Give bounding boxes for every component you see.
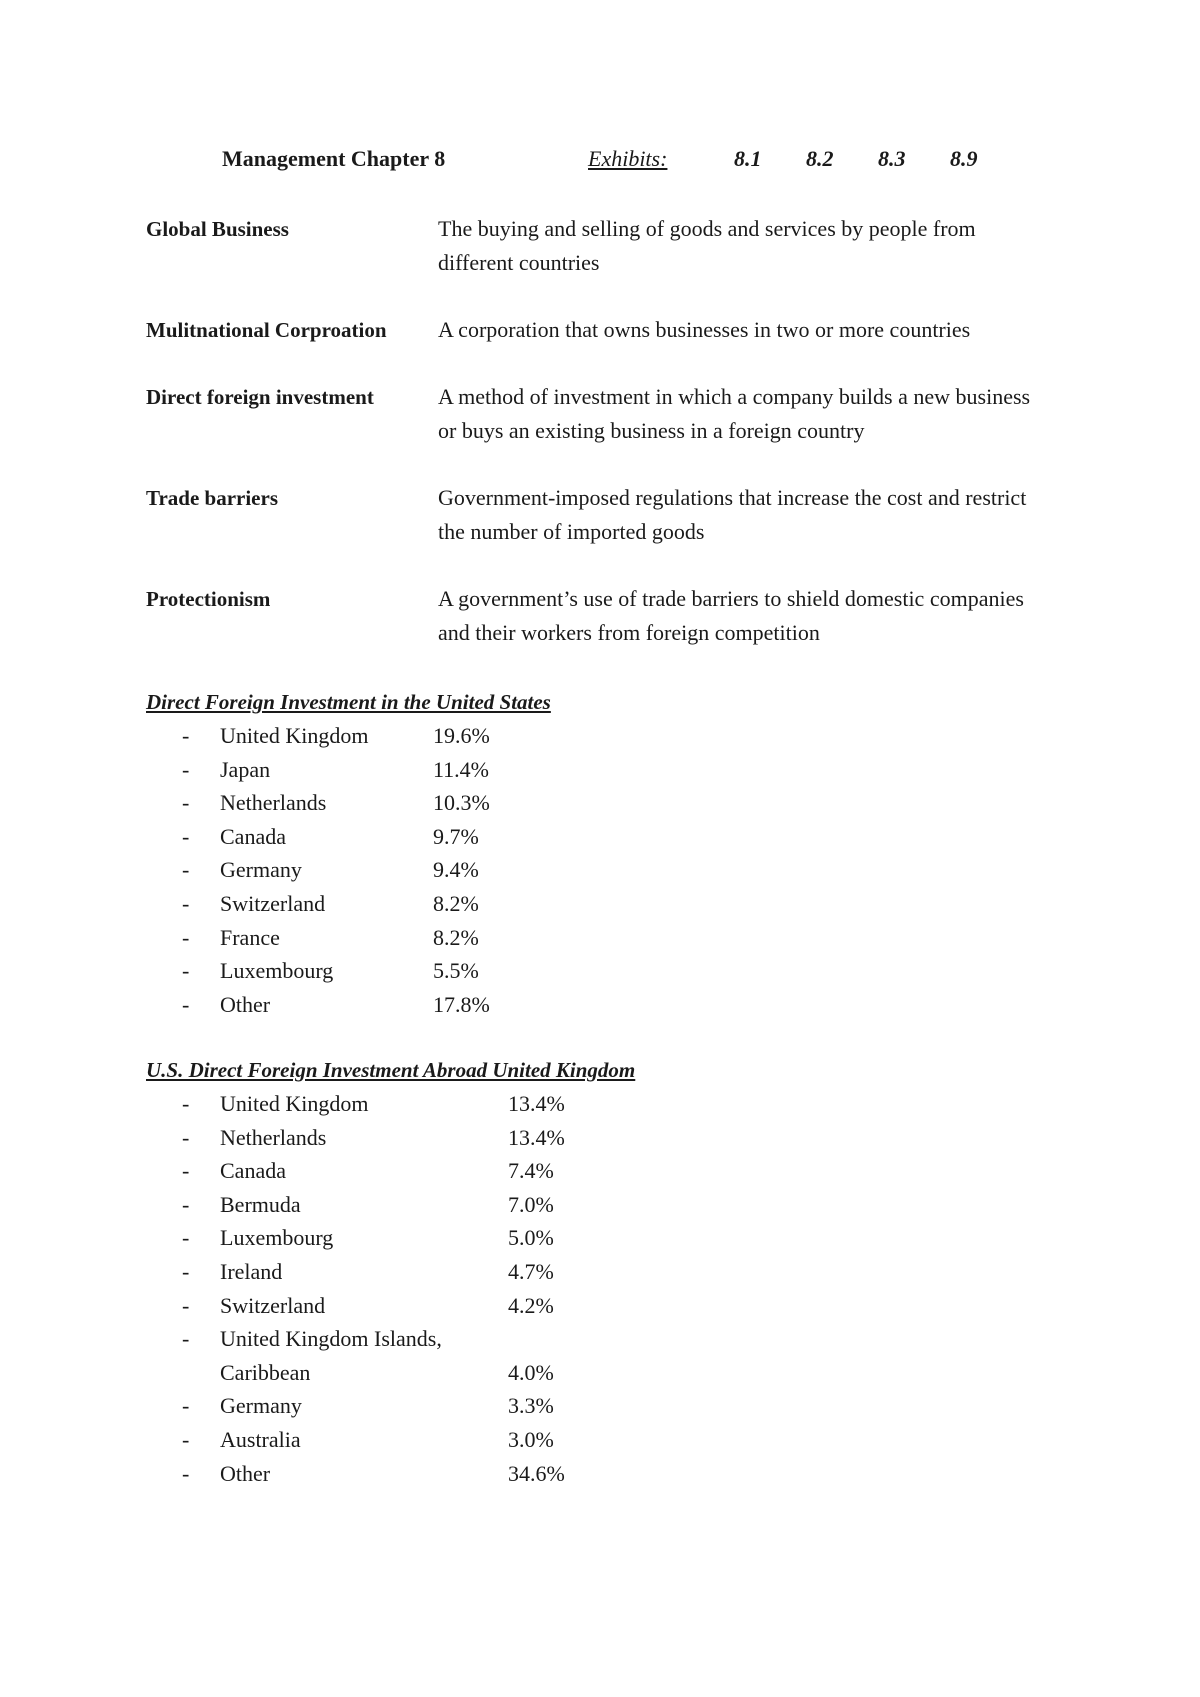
list-item [146,1087,846,1121]
list-item [146,719,846,753]
country-name: Netherlands [220,790,327,816]
list-item [146,887,846,921]
percent-value: 13.4% [508,1091,565,1116]
list-item [146,820,846,854]
percent-value: 8.2% [433,924,479,950]
list-item [146,1255,846,1289]
list-item [146,954,846,988]
list-marker: - [182,1225,190,1251]
country-name: United Kingdom Islands, [220,1326,442,1352]
country-name: Canada [220,823,286,849]
list-marker: - [182,1158,190,1184]
exhibit-number: 8.1 [734,146,762,171]
country-name: Luxembourg [220,958,334,984]
definition-text: A government’s use of trade barriers to shield domestic companies and their workers from foreign competition [438,586,1024,645]
percent-value: 4.2% [508,1292,554,1318]
country-name: Australia [220,1426,301,1452]
list-item [146,1188,846,1222]
percent-value: 9.7% [433,823,479,849]
percent-value: 13.4% [508,1124,565,1150]
list-item [146,1423,846,1457]
definition-term: Trade barriers [146,486,278,510]
list-marker: - [182,1091,190,1116]
country-list [146,719,846,1021]
list-marker: - [182,723,190,748]
definition-term: Mulitnational Corproation [146,318,387,342]
list-marker: - [182,1460,190,1486]
section-title: Direct Foreign Investment in the United States [146,690,551,714]
exhibit-number: 8.3 [878,146,906,171]
list-marker: - [182,1258,190,1284]
percent-value: 34.6% [508,1460,565,1486]
country-name-continued: Caribbean [220,1359,311,1385]
country-name: Luxembourg [220,1225,334,1251]
list-item [146,1322,846,1389]
percent-value: 11.4% [433,756,490,782]
list-marker: - [182,790,190,816]
country-name: Germany [220,857,302,883]
definition-text: A method of investment in which a company builds a new business or buys an existing business in a foreign country [438,384,1031,443]
percent-value: 9.4% [433,857,479,883]
list-marker: - [182,1326,190,1352]
country-name: Japan [220,756,271,782]
list-marker: - [182,756,190,782]
country-name: Canada [220,1158,286,1184]
header-line [0,146,1200,178]
percent-value: 19.6% [433,723,490,748]
percent-value: 7.0% [508,1191,554,1217]
list-marker: - [182,1393,190,1419]
exhibit-number: 8.2 [806,146,834,171]
definition-term: Protectionism [146,587,271,611]
list-item [146,853,846,887]
country-name: Other [220,1460,271,1486]
list-marker: - [182,1191,190,1217]
definition-row [146,212,1046,280]
percent-value: 3.0% [508,1426,554,1452]
list-item [146,1221,846,1255]
list-item [146,753,846,787]
list-item [146,1121,846,1155]
definition-term: Direct foreign investment [146,385,374,409]
list-item [146,1154,846,1188]
list-marker: - [182,924,190,950]
country-name: Switzerland [220,1292,326,1318]
us-fdi-abroad-section [146,1053,846,1490]
country-name: France [220,924,280,950]
country-list [146,1087,846,1490]
list-marker: - [182,958,190,984]
list-marker: - [182,857,190,883]
percent-value: 8.2% [433,890,479,916]
country-name: Other [220,991,271,1017]
definition-text: A corporation that owns businesses in two or more countries [438,317,971,342]
definition-row [146,313,1046,347]
percent-value: 4.7% [508,1258,554,1284]
list-marker: - [182,890,190,916]
country-name: United Kingdom [220,1091,369,1116]
document-title: Management Chapter 8 [222,146,446,171]
country-name: Bermuda [220,1191,301,1217]
percent-value: 5.5% [433,958,479,984]
list-item [146,786,846,820]
list-item [146,1289,846,1323]
country-name: United Kingdom [220,723,369,748]
country-name-wrapped [220,1322,508,1389]
definition-row [146,481,1046,549]
exhibits-label: Exhibits: [588,146,668,171]
list-item [146,1457,846,1491]
definition-row [146,582,1046,650]
country-name: Netherlands [220,1124,327,1150]
section-title: U.S. Direct Foreign Investment Abroad United Kingdom [146,1058,636,1082]
definition-text: The buying and selling of goods and services by people from different countries [438,216,976,275]
country-name: Switzerland [220,890,326,916]
list-marker: - [182,1124,190,1150]
percent-value: 10.3% [433,790,490,816]
definitions-list [146,212,1046,683]
list-item [146,1389,846,1423]
percent-value: 7.4% [508,1158,554,1184]
list-item [146,988,846,1022]
percent-value: 4.0% [508,1359,554,1385]
percent-value: 5.0% [508,1225,554,1251]
list-item [146,921,846,955]
exhibit-number: 8.9 [950,146,978,171]
list-marker: - [182,991,190,1017]
list-marker: - [182,1292,190,1318]
percent-value: 17.8% [433,991,490,1017]
definition-text: Government-imposed regulations that increase the cost and restrict the number of imported goods [438,485,1027,544]
list-marker: - [182,1426,190,1452]
country-name: Ireland [220,1258,283,1284]
fdi-in-us-section [146,685,846,1021]
definition-row [146,380,1046,448]
definition-term: Global Business [146,217,289,241]
country-name: Germany [220,1393,302,1419]
percent-value: 3.3% [508,1393,554,1419]
list-marker: - [182,823,190,849]
